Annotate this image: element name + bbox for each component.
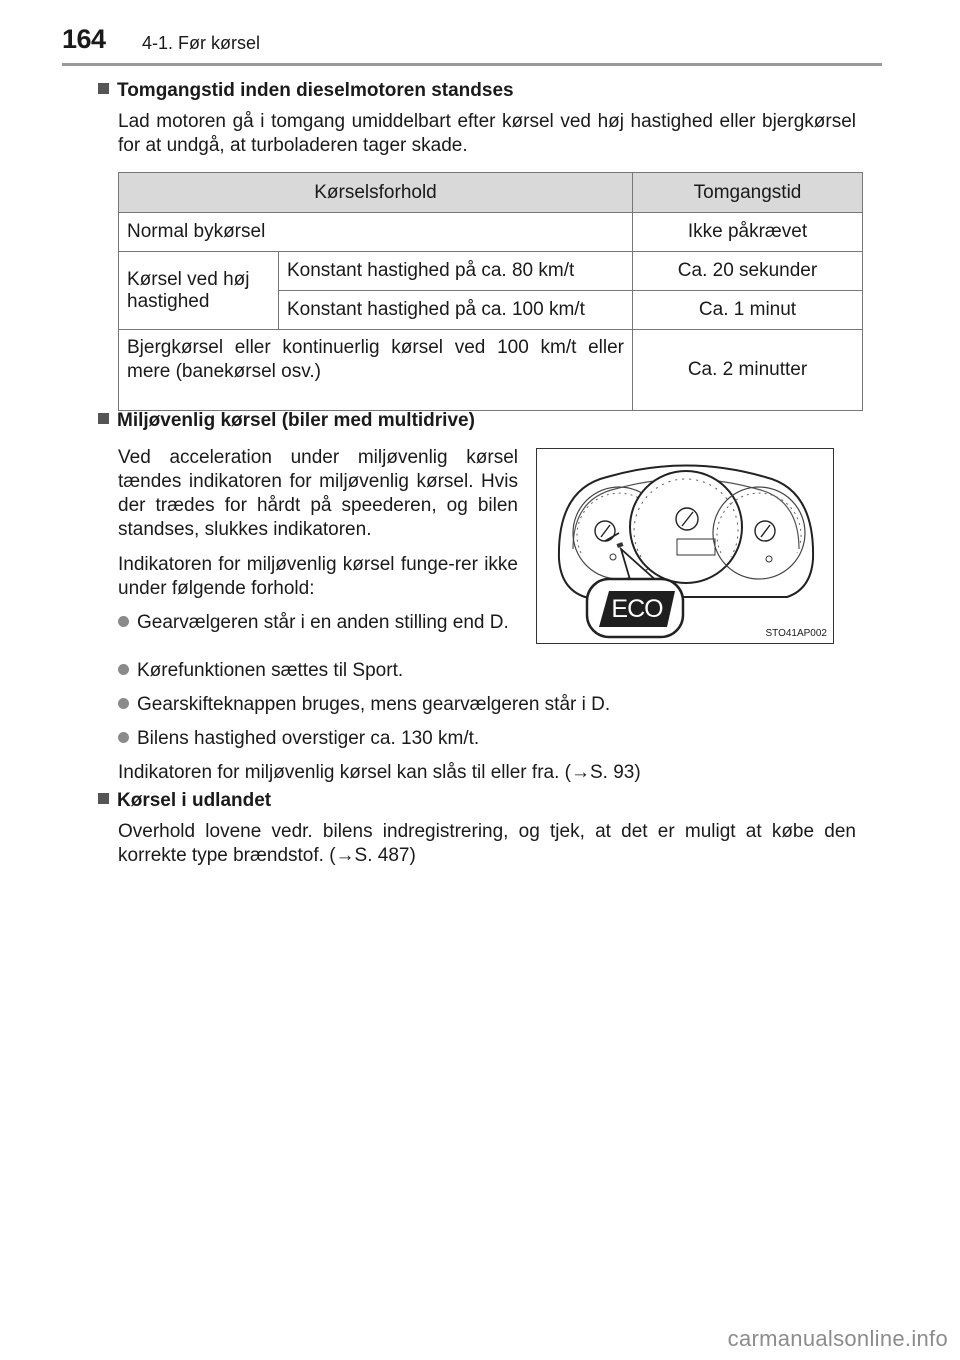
eco-note: Indikatoren for miljøvenlig kørsel kan slås til eller fra. (→S. 93) bbox=[118, 762, 641, 783]
table-header-row bbox=[119, 173, 863, 213]
header-divider bbox=[62, 63, 882, 66]
square-bullet-icon bbox=[98, 793, 109, 804]
table-cell-time: Ca. 2 minutter bbox=[633, 330, 863, 411]
chapter-title: 4-1. Før kørsel bbox=[142, 33, 261, 53]
table-cell-condition: Konstant hastighed på ca. 80 km/t bbox=[279, 252, 633, 291]
table-cell-condition: Normal bykørsel bbox=[119, 213, 633, 252]
table-cell-condition: Bjergkørsel eller kontinuerlig kørsel ved 100 km/t eller mere (banekørsel osv.) bbox=[119, 330, 633, 411]
table-header-condition: Kørselsforhold bbox=[119, 173, 633, 213]
section-title-idle bbox=[98, 80, 514, 102]
list-item: Gearvælgeren står i en anden stilling end D. bbox=[118, 611, 522, 635]
square-bullet-icon bbox=[98, 413, 109, 424]
abroad-paragraph: Overhold lovene vedr. bilens indregistrering, og tjek, at det er muligt at købe den korrekte type brændstof. (→S. 487) bbox=[118, 821, 856, 866]
table-header-time: Tomgangstid bbox=[633, 173, 863, 213]
watermark: carmanualsonline.info bbox=[727, 1326, 948, 1351]
list-item: Gearskifteknappen bruges, mens gearvælgeren står i D. bbox=[118, 693, 610, 717]
section-title-text: Miljøvenlig kørsel (biler med multidrive) bbox=[117, 410, 475, 431]
table-row bbox=[119, 330, 863, 411]
table-row bbox=[119, 213, 863, 252]
section-title-text: Tomgangstid inden dieselmotoren standses bbox=[117, 80, 514, 101]
section-title-abroad bbox=[98, 790, 271, 812]
section-title-eco bbox=[98, 410, 475, 432]
round-bullet-icon bbox=[118, 664, 129, 675]
eco-paragraph-2: Indikatoren for miljøvenlig kørsel funge-rer ikke under følgende forhold: bbox=[118, 554, 518, 599]
table-cell-time: Ikke påkrævet bbox=[633, 213, 863, 252]
idle-paragraph: Lad motoren gå i tomgang umiddelbart efter kørsel ved høj hastighed eller bjergkørsel for at undgå, at turboladeren tager skade. bbox=[118, 111, 856, 156]
table-cell-time: Ca. 20 sekunder bbox=[633, 252, 863, 291]
table-cell-time: Ca. 1 minut bbox=[633, 291, 863, 330]
eco-paragraph-1: Ved acceleration under miljøvenlig kørsel tændes indikatoren for miljøvenlig kørsel. Hvis der trædes for hårdt på speederen, og bilen standses, slukkes indikatoren. bbox=[118, 447, 518, 540]
table-cell-condition: Konstant hastighed på ca. 100 km/t bbox=[279, 291, 633, 330]
square-bullet-icon bbox=[98, 83, 109, 94]
section-title-text: Kørsel i udlandet bbox=[117, 790, 272, 811]
round-bullet-icon bbox=[118, 732, 129, 743]
page-number: 164 bbox=[62, 24, 106, 54]
page-header bbox=[0, 0, 960, 64]
round-bullet-icon bbox=[118, 698, 129, 709]
eco-indicator-label: ECO bbox=[611, 595, 663, 623]
figure-caption: STO41AP002 bbox=[765, 628, 827, 639]
table-row bbox=[119, 252, 863, 291]
instrument-cluster-figure bbox=[536, 448, 834, 644]
instrument-cluster-illustration bbox=[537, 449, 835, 645]
idle-time-table bbox=[118, 172, 863, 411]
list-item: Kørefunktionen sættes til Sport. bbox=[118, 659, 403, 683]
list-item: Bilens hastighed overstiger ca. 130 km/t. bbox=[118, 727, 479, 751]
table-cell-group: Kørsel ved høj hastighed bbox=[119, 252, 279, 330]
round-bullet-icon bbox=[118, 616, 129, 627]
